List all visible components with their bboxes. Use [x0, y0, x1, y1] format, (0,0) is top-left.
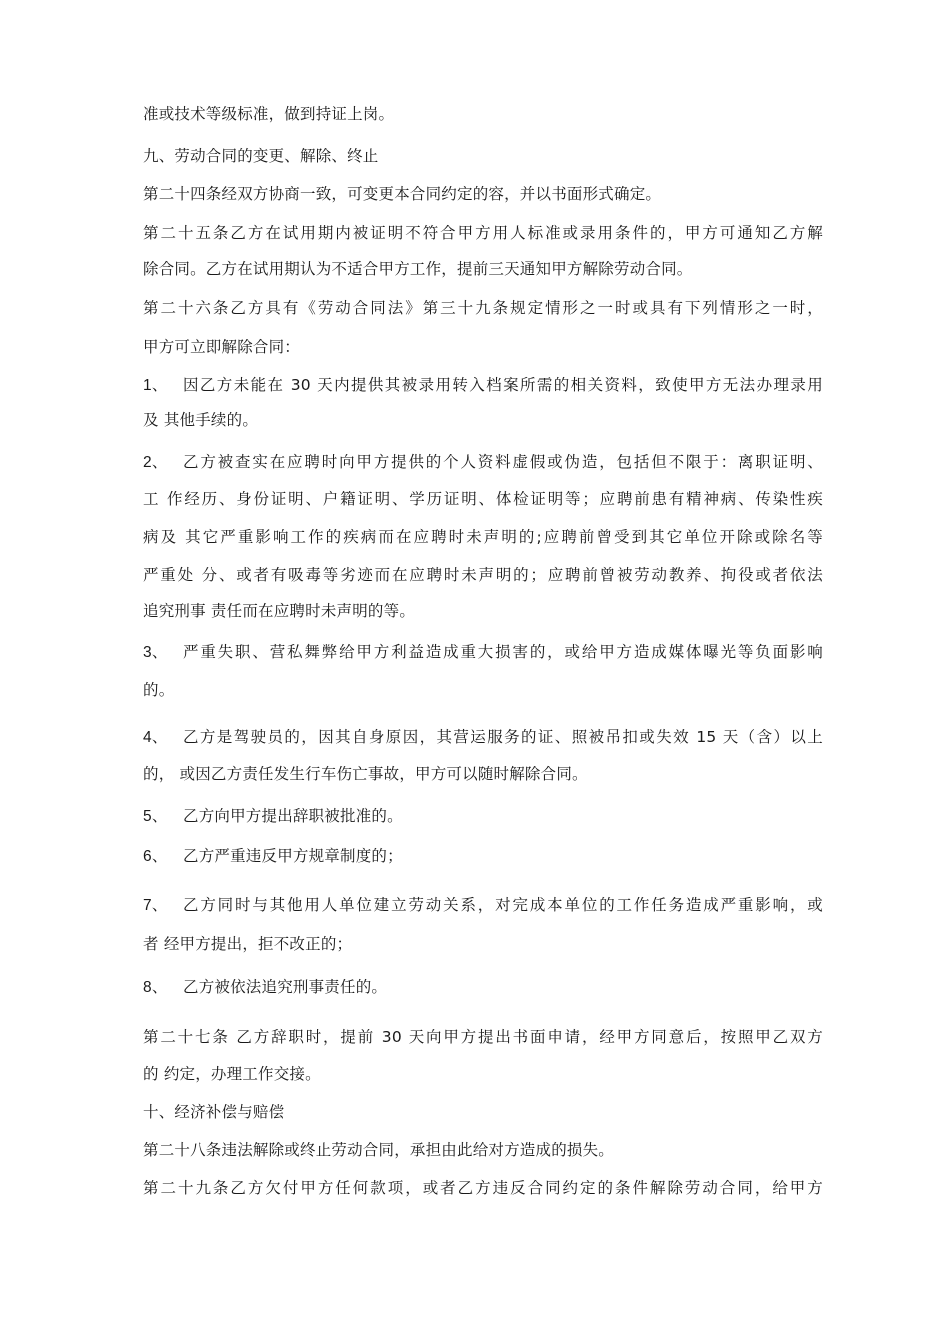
text-line [143, 934, 352, 954]
line-text: 第二十七条 乙方辞职时，提前 30 天向甲方提出书面申请，经甲方同意后，按照甲乙双方 [143, 1028, 823, 1046]
text-line [143, 452, 823, 473]
line-text: 的， 或因乙方责任发生行车伤亡事故，甲方可以随时解除合同。 [143, 765, 588, 783]
text-line [143, 565, 823, 585]
text-line [143, 642, 823, 663]
line-text: 第二十八条违法解除或终止劳动合同，承担由此给对方造成的损失。 [143, 1141, 615, 1159]
line-text: 因乙方未能在 30 天内提供其被录用转入档案所需的相关资料，致使甲方无法办理录用 [183, 376, 823, 394]
list-number: 4、 [143, 729, 168, 746]
text-line [143, 764, 588, 784]
text-line [143, 977, 387, 998]
line-text: 的 约定，办理工作交接。 [143, 1065, 321, 1083]
text-line [143, 298, 823, 318]
text-line [143, 680, 174, 700]
line-text: 病及 其它严重影响工作的疾病而在应聘时未声明的;应聘前曾受到其它单位开除或除名等 [143, 528, 823, 546]
text-line [143, 727, 823, 748]
text-line [143, 601, 415, 621]
text-line [143, 410, 258, 430]
text-line [143, 489, 823, 509]
list-number: 8、 [143, 979, 168, 996]
line-text: 第二十九条乙方欠付甲方任何款项，或者乙方违反合同约定的条件解除劳动合同，给甲方 [143, 1179, 823, 1197]
line-text: 工 作经历、身份证明、户籍证明、学历证明、体检证明等；应聘前患有精神病、传染性疾 [143, 490, 823, 508]
text-line [143, 337, 300, 357]
text-line [143, 1064, 321, 1084]
line-text: 第二十四条经双方协商一致，可变更本合同约定的容，并以书面形式确定。 [143, 185, 662, 203]
line-text: 严重处 分、或者有吸毒等劣迹而在应聘时未声明的；应聘前曾被劳动教养、拘役或者依法 [143, 566, 823, 584]
line-text: 严重失职、营私舞弊给甲方利益造成重大损害的，或给甲方造成媒体曝光等负面影响 [183, 643, 823, 661]
list-number: 5、 [143, 808, 168, 825]
list-number: 1、 [143, 377, 168, 394]
line-text: 的。 [143, 681, 175, 699]
line-text: 第二十五条乙方在试用期内被证明不符合甲方用人标准或录用条件的，甲方可通知乙方解 [143, 224, 823, 242]
text-line [143, 1027, 823, 1047]
line-text: 乙方严重违反甲方规章制度的； [183, 847, 403, 865]
line-text: 乙方被依法追究刑事责任的。 [183, 978, 388, 996]
text-line [143, 846, 403, 867]
text-line [143, 184, 661, 204]
text-line [143, 527, 823, 547]
line-text: 甲方可立即解除合同： [143, 338, 301, 356]
line-text: 九、劳动合同的变更、解除、终止 [143, 147, 379, 165]
text-line [143, 806, 403, 827]
line-text: 第二十六条乙方具有《劳动合同法》第三十九条规定情形之一时或具有下列情形之一时， [143, 299, 823, 317]
line-text: 乙方被查实在应聘时向甲方提供的个人资料虚假或伪造，包括但不限于：离职证明、 [183, 453, 823, 471]
list-number: 3、 [143, 644, 168, 661]
text-line [143, 259, 693, 279]
list-number: 2、 [143, 454, 168, 471]
line-text: 十、经济补偿与赔偿 [143, 1103, 285, 1121]
line-text: 除合同。乙方在试用期认为不适合甲方工作，提前三天通知甲方解除劳动合同。 [143, 260, 693, 278]
line-text: 乙方向甲方提出辞职被批准的。 [183, 807, 403, 825]
line-text: 者 经甲方提出，拒不改正的； [143, 935, 353, 953]
text-line [143, 104, 394, 124]
text-line [143, 375, 823, 396]
text-line [143, 1178, 823, 1198]
text-line [143, 1140, 614, 1160]
line-text: 乙方是驾驶员的，因其自身原因，其营运服务的证、照被吊扣或失效 15 天（含）以上 [183, 728, 823, 746]
text-line [143, 895, 823, 916]
text-line [143, 146, 379, 166]
text-line [143, 223, 823, 243]
line-text: 追究刑事 责任而在应聘时未声明的等。 [143, 602, 416, 620]
list-number: 6、 [143, 848, 168, 865]
list-number: 7、 [143, 897, 168, 914]
text-line [143, 1102, 284, 1122]
line-text: 准或技术等级标准，做到持证上岗。 [143, 105, 395, 123]
line-text: 乙方同时与其他用人单位建立劳动关系，对完成本单位的工作任务造成严重影响，或 [183, 896, 823, 914]
line-text: 及 其他手续的。 [143, 411, 259, 429]
